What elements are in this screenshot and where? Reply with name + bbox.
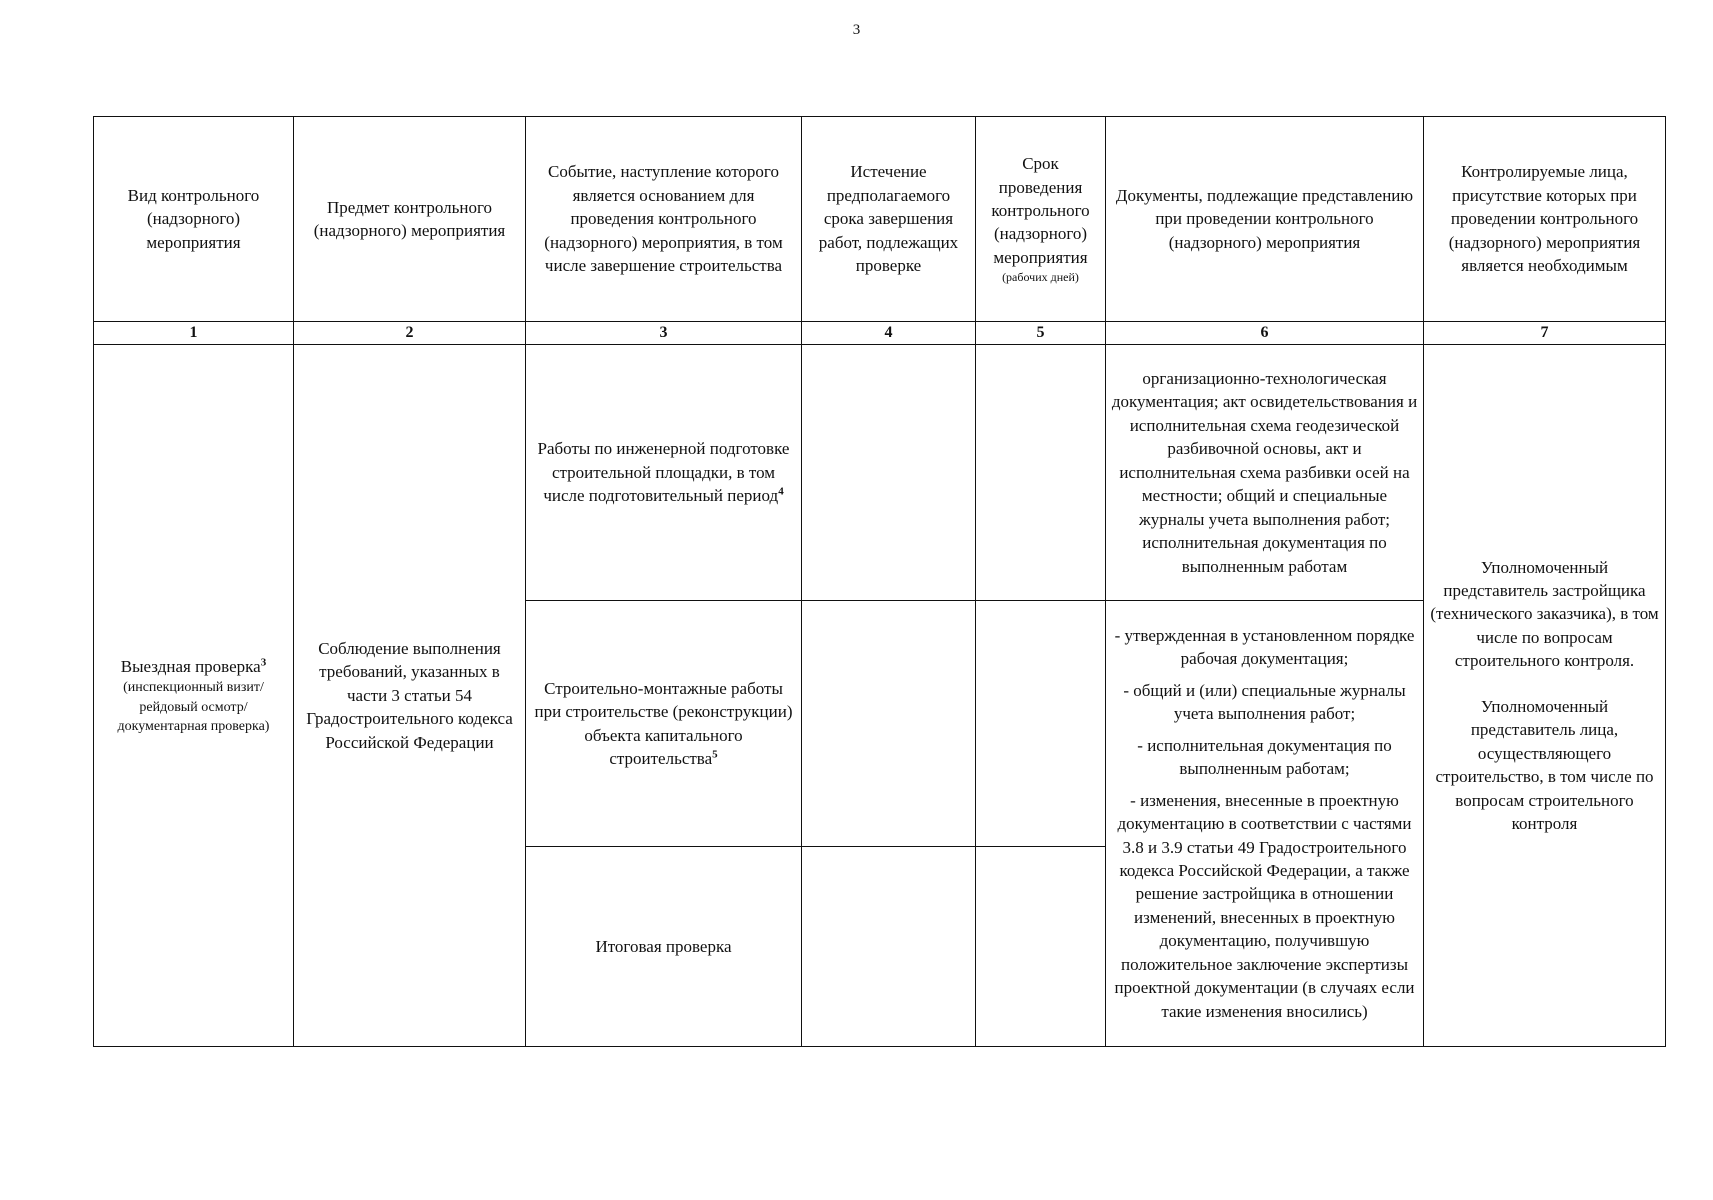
control-measures-table xyxy=(93,116,1666,1047)
document-item: - исполнительная документация по выполненным работам; xyxy=(1137,735,1392,779)
header-col-4: Истечение предполагаемого срока завершения работ, подлежащих проверке xyxy=(802,117,976,322)
header-col-1: Вид контрольного (надзорного) мероприятия xyxy=(94,117,294,322)
header-col-5-note: (рабочих дней) xyxy=(1002,270,1079,285)
document-item: - утвержденная в установленном порядке рабочая документация; xyxy=(1114,625,1415,669)
documents-cell: организационно-технологическая документация; акт освидетельствования и исполнительная схема геодезической разбивочной основы, акт и исполнительная схема разбивки осей на местности; общий и специальные журналы учета выполнения работ; исполнительная документация по выполненным работам xyxy=(1106,345,1424,601)
document-item: - изменения, внесенные в проектную документацию в соответствии с частями 3.8 и 3.9 статьи 49 Градостроительного кодекса Российской Федерации, а также решение застройщика в отношении изменений, внесенных в проектную документацию, получившую положительное заключение экспертизы проектной документации (в случаях если такие изменения вносились) xyxy=(1114,790,1415,1021)
header-row xyxy=(94,117,1666,322)
page-number: 3 xyxy=(852,22,861,38)
header-col-2: Предмет контрольного (надзорного) мероприятия xyxy=(294,117,526,322)
header-col-5 xyxy=(976,117,1106,322)
footnote-mark: 4 xyxy=(778,485,784,498)
inspection-type-main xyxy=(98,655,289,678)
col-number-4: 4 xyxy=(802,322,976,345)
expiry-cell xyxy=(802,847,976,1047)
footnote-mark: 3 xyxy=(260,656,267,669)
persons-cell xyxy=(1424,345,1666,1047)
col-number-6: 6 xyxy=(1106,322,1424,345)
duration-cell xyxy=(976,601,1106,847)
header-col-7: Контролируемые лица, присутствие которых при проведении контрольного (надзорного) мероприятия является необходимым xyxy=(1424,117,1666,322)
expiry-cell xyxy=(802,345,976,601)
event-text: Итоговая проверка xyxy=(595,936,732,956)
footnote-mark: 5 xyxy=(712,748,718,761)
col-number-7: 7 xyxy=(1424,322,1666,345)
event-text: Строительно-монтажные работы при строительстве (реконструкции) объекта капитального строительства xyxy=(534,678,793,768)
inspection-type-cell xyxy=(94,345,294,1047)
duration-cell xyxy=(976,847,1106,1047)
inspection-type-label: Выездная проверка xyxy=(120,656,261,676)
header-col-5-text: Срок проведения контрольного (надзорного) мероприятия xyxy=(991,154,1090,267)
col-number-3: 3 xyxy=(526,322,802,345)
header-col-6: Документы, подлежащие представлению при проведении контрольного (надзорного) мероприятия xyxy=(1106,117,1424,322)
duration-cell xyxy=(976,345,1106,601)
expiry-cell xyxy=(802,601,976,847)
subject-cell: Соблюдение выполнения требований, указанных в части 3 статьи 54 Градостроительного кодекса Российской Федерации xyxy=(294,345,526,1047)
table-row xyxy=(94,345,1666,601)
persons-paragraph-1: Уполномоченный представитель застройщика (технического заказчика), в том числе по вопросам строительного контроля. xyxy=(1430,557,1659,671)
header-col-3: Событие, наступление которого является основанием для проведения контрольного (надзорного) мероприятия, в том числе завершение строительства xyxy=(526,117,802,322)
event-cell xyxy=(526,601,802,847)
event-cell xyxy=(526,345,802,601)
col-number-2: 2 xyxy=(294,322,526,345)
document-item: - общий и (или) специальные журналы учета выполнения работ; xyxy=(1123,680,1406,724)
event-text: Работы по инженерной подготовке строительной площадки, в том числе подготовительный период xyxy=(537,439,790,506)
event-cell xyxy=(526,847,802,1047)
column-number-row xyxy=(94,322,1666,345)
col-number-5: 5 xyxy=(976,322,1106,345)
col-number-1: 1 xyxy=(94,322,294,345)
documents-cell xyxy=(1106,601,1424,1047)
inspection-type-sub: (инспекционный визит/ рейдовый осмотр/ документарная проверка) xyxy=(117,680,270,734)
persons-paragraph-2: Уполномоченный представитель лица, осуществляющего строительство, в том числе по вопросам строительного контроля xyxy=(1435,696,1654,834)
